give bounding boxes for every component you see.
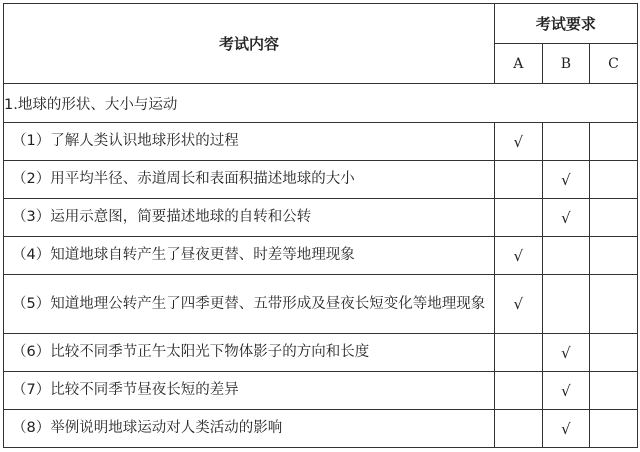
level-b-cell [542, 237, 590, 275]
level-b-header: B [542, 44, 590, 84]
table-row [4, 199, 638, 237]
level-a-cell: √ [495, 275, 543, 334]
table-row [4, 237, 638, 275]
level-b-cell: √ [542, 199, 590, 237]
level-c-header: C [590, 44, 638, 84]
level-a-cell [495, 410, 543, 448]
level-b-cell: √ [542, 334, 590, 372]
item-text: （8）举例说明地球运动对人类活动的影响 [4, 410, 495, 448]
table-row [4, 410, 638, 448]
level-b-cell: √ [542, 372, 590, 410]
level-c-cell [590, 161, 638, 199]
section-title: 1.地球的形状、大小与运动 [4, 84, 638, 123]
level-a-cell [495, 372, 543, 410]
item-text: （7）比较不同季节昼夜长短的差异 [4, 372, 495, 410]
level-c-cell [590, 410, 638, 448]
level-a-cell [495, 161, 543, 199]
level-c-cell [590, 123, 638, 161]
table-row [4, 123, 638, 161]
section-row [4, 84, 638, 123]
level-b-cell [542, 275, 590, 334]
item-text: （4）知道地球自转产生了昼夜更替、时差等地理现象 [4, 237, 495, 275]
requirement-header: 考试要求 [495, 4, 638, 44]
level-c-cell [590, 275, 638, 334]
content-header: 考试内容 [4, 4, 495, 84]
table-row [4, 161, 638, 199]
level-b-cell: √ [542, 161, 590, 199]
level-a-cell [495, 334, 543, 372]
exam-requirements-table [3, 3, 638, 448]
table-row [4, 372, 638, 410]
item-text: （2）用平均半径、赤道周长和表面积描述地球的大小 [4, 161, 495, 199]
level-c-cell [590, 237, 638, 275]
level-b-cell [542, 123, 590, 161]
level-a-cell [495, 199, 543, 237]
header-row [4, 4, 638, 44]
item-text: （1）了解人类认识地球形状的过程 [4, 123, 495, 161]
level-c-cell [590, 372, 638, 410]
item-text: （5）知道地理公转产生了四季更替、五带形成及昼夜长短变化等地理现象 [4, 275, 495, 334]
item-text: （3）运用示意图，简要描述地球的自转和公转 [4, 199, 495, 237]
level-c-cell [590, 199, 638, 237]
table-row [4, 334, 638, 372]
level-a-cell: √ [495, 123, 543, 161]
level-c-cell [590, 334, 638, 372]
level-b-cell: √ [542, 410, 590, 448]
item-text: （6）比较不同季节正午太阳光下物体影子的方向和长度 [4, 334, 495, 372]
level-a-cell: √ [495, 237, 543, 275]
level-a-header: A [495, 44, 543, 84]
table-row [4, 275, 638, 334]
